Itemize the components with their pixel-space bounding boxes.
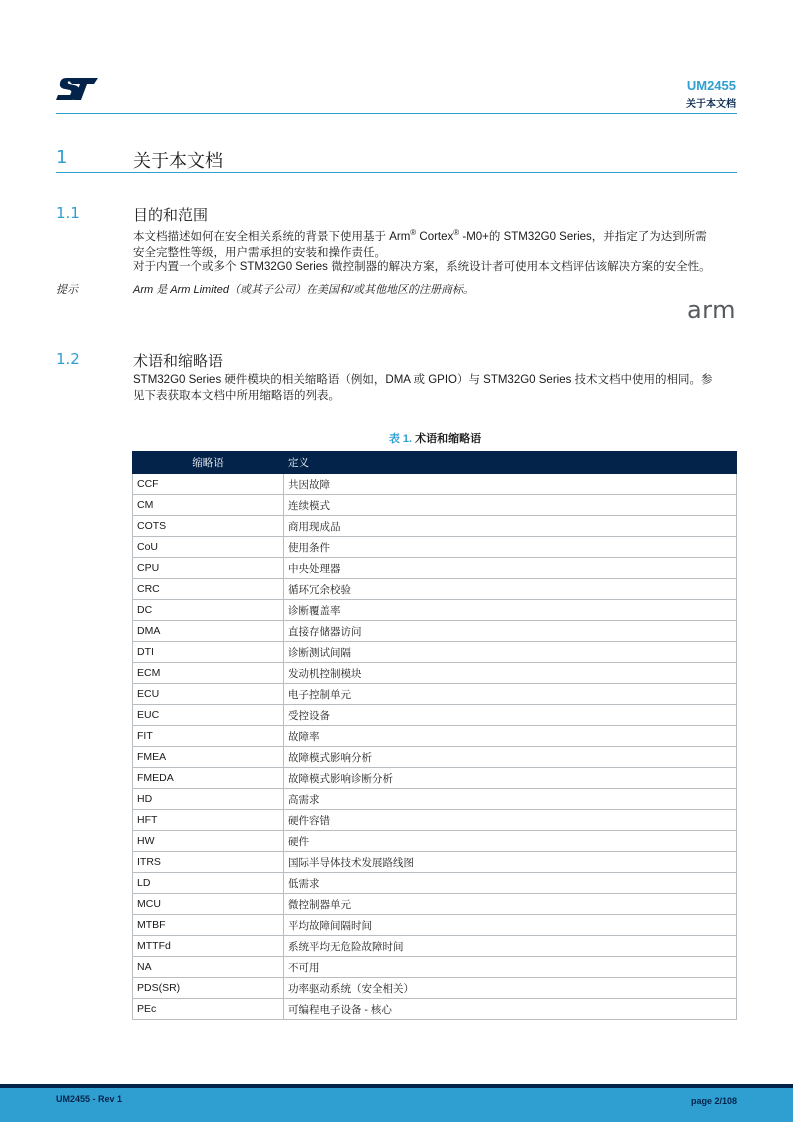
- abbreviation-cell: HFT: [133, 810, 284, 831]
- definition-cell: 硬件: [284, 831, 737, 852]
- footer-page-number: page 2/108: [690, 1096, 737, 1106]
- abbreviation-cell: CRC: [133, 579, 284, 600]
- header-definition: 定义: [284, 452, 737, 474]
- abbreviation-cell: FMEDA: [133, 768, 284, 789]
- definition-cell: 连续模式: [284, 495, 737, 516]
- definition-cell: 电子控制单元: [284, 684, 737, 705]
- registered-mark: ®: [410, 228, 417, 237]
- table-row: [133, 936, 737, 957]
- table-row: [133, 873, 737, 894]
- section-1-number: 1: [56, 147, 68, 168]
- abbreviation-cell: CM: [133, 495, 284, 516]
- table-row: [133, 579, 737, 600]
- table-row: [133, 852, 737, 873]
- table-row: [133, 957, 737, 978]
- terms-text-line1: STM32G0 Series 硬件模块的相关缩略语（例如，DMA 或 GPIO）与 STM32G0 Series 技术文档中使用的相同。参: [133, 374, 713, 386]
- table-row: [133, 768, 737, 789]
- definition-cell: 系统平均无危险故障时间: [284, 936, 737, 957]
- header-rule: [56, 113, 737, 114]
- abbreviation-cell: HD: [133, 789, 284, 810]
- definition-cell: 受控设备: [284, 705, 737, 726]
- abbreviation-cell: ECM: [133, 663, 284, 684]
- table-row: [133, 558, 737, 579]
- definition-cell: 使用条件: [284, 537, 737, 558]
- abbreviation-cell: PEc: [133, 999, 284, 1020]
- definition-cell: 发动机控制模块: [284, 663, 737, 684]
- definition-cell: 故障模式影响诊断分析: [284, 768, 737, 789]
- abbreviation-cell: HW: [133, 831, 284, 852]
- abbreviation-cell: DMA: [133, 621, 284, 642]
- terms-text-line2: 见下表获取本文档中所用缩略语的列表。: [133, 390, 340, 402]
- definition-cell: 功率驱动系统（安全相关）: [284, 978, 737, 999]
- table-caption: [133, 430, 737, 446]
- footer-stripe: [0, 1084, 793, 1088]
- abbreviation-cell: CPU: [133, 558, 284, 579]
- section-1-title: 关于本文档: [133, 151, 223, 172]
- table-row: [133, 999, 737, 1020]
- arm-logo: arm: [686, 296, 736, 324]
- table-row: [133, 684, 737, 705]
- abbreviation-cell: ITRS: [133, 852, 284, 873]
- abbreviation-cell: COTS: [133, 516, 284, 537]
- note-label: 提示: [56, 284, 78, 296]
- table-row: [133, 831, 737, 852]
- footer-doc-revision: UM2455 - Rev 1: [56, 1094, 123, 1104]
- st-logo: [56, 76, 100, 102]
- registered-mark-2: ®: [453, 228, 460, 237]
- abbreviation-cell: FMEA: [133, 747, 284, 768]
- table-row: [133, 747, 737, 768]
- section-1-rule: [56, 172, 737, 173]
- abbreviation-cell: CoU: [133, 537, 284, 558]
- definition-cell: 国际半导体技术发展路线图: [284, 852, 737, 873]
- abbreviation-cell: PDS(SR): [133, 978, 284, 999]
- definition-cell: 低需求: [284, 873, 737, 894]
- definition-cell: 平均故障间隔时间: [284, 915, 737, 936]
- definition-cell: 共因故障: [284, 474, 737, 495]
- definition-cell: 诊断测试间隔: [284, 642, 737, 663]
- definition-cell: 循环冗余校验: [284, 579, 737, 600]
- terms-paragraph: [133, 372, 737, 404]
- purpose-text-b: Cortex: [416, 230, 454, 243]
- purpose-text-a: 本文档描述如何在安全相关系统的背景下使用基于 Arm: [133, 230, 411, 243]
- abbreviation-cell: LD: [133, 873, 284, 894]
- section-1-1-number: 1.1: [56, 204, 80, 222]
- table-row: [133, 663, 737, 684]
- purpose-text-c: -M0+的 STM32G0 Series，并指定了为达到所需: [459, 230, 707, 243]
- abbreviation-cell: DC: [133, 600, 284, 621]
- terms-table: [132, 451, 737, 1020]
- purpose-paragraph: [133, 225, 737, 261]
- table-row: [133, 642, 737, 663]
- definition-cell: 商用现成品: [284, 516, 737, 537]
- table-caption-number: 表 1.: [388, 433, 413, 445]
- table-row: [133, 894, 737, 915]
- abbreviation-cell: MCU: [133, 894, 284, 915]
- section-1-2-title: 术语和缩略语: [133, 352, 224, 370]
- abbreviation-cell: NA: [133, 957, 284, 978]
- table-row: [133, 621, 737, 642]
- definition-cell: 故障模式影响分析: [284, 747, 737, 768]
- abbreviation-cell: EUC: [133, 705, 284, 726]
- table-row: [133, 474, 737, 495]
- definition-cell: 直接存储器访问: [284, 621, 737, 642]
- definition-cell: 硬件容错: [284, 810, 737, 831]
- definition-cell: 微控制器单元: [284, 894, 737, 915]
- abbreviation-cell: CCF: [133, 474, 284, 495]
- table-row: [133, 495, 737, 516]
- table-row: [133, 810, 737, 831]
- table-row: [133, 789, 737, 810]
- header-abbreviation: 缩略语: [133, 452, 284, 474]
- definition-cell: 诊断覆盖率: [284, 600, 737, 621]
- abbreviation-cell: DTI: [133, 642, 284, 663]
- definition-cell: 高需求: [284, 789, 737, 810]
- note-text: Arm 是 Arm Limited（或其子公司）在美国和/或其他地区的注册商标。: [133, 284, 475, 296]
- table-row: [133, 978, 737, 999]
- section-1-2-number: 1.2: [56, 350, 80, 368]
- definition-cell: 不可用: [284, 957, 737, 978]
- table-row: [133, 516, 737, 537]
- table-row: [133, 726, 737, 747]
- abbreviation-cell: FIT: [133, 726, 284, 747]
- definition-cell: 故障率: [284, 726, 737, 747]
- definition-cell: 中央处理器: [284, 558, 737, 579]
- abbreviation-cell: MTTFd: [133, 936, 284, 957]
- abbreviation-cell: MTBF: [133, 915, 284, 936]
- purpose-text-line2: 安全完整性等级，用户需承担的安装和操作责任。: [133, 246, 386, 259]
- table-header-row: [133, 452, 737, 474]
- document-id: UM2455: [686, 78, 736, 93]
- table-row: [133, 915, 737, 936]
- definition-cell: 可编程电子设备 - 核心: [284, 999, 737, 1020]
- table-row: [133, 600, 737, 621]
- scope-paragraph: 对于内置一个或多个 STM32G0 Series 微控制器的解决方案，系统设计者可使用本文档评估该解决方案的安全性。: [133, 261, 711, 273]
- table-row: [133, 705, 737, 726]
- table-row: [133, 537, 737, 558]
- header-section-title: 关于本文档: [686, 99, 736, 110]
- abbreviation-cell: ECU: [133, 684, 284, 705]
- section-1-1-title: 目的和范围: [133, 206, 209, 224]
- table-caption-title: 术语和缩略语: [415, 433, 482, 445]
